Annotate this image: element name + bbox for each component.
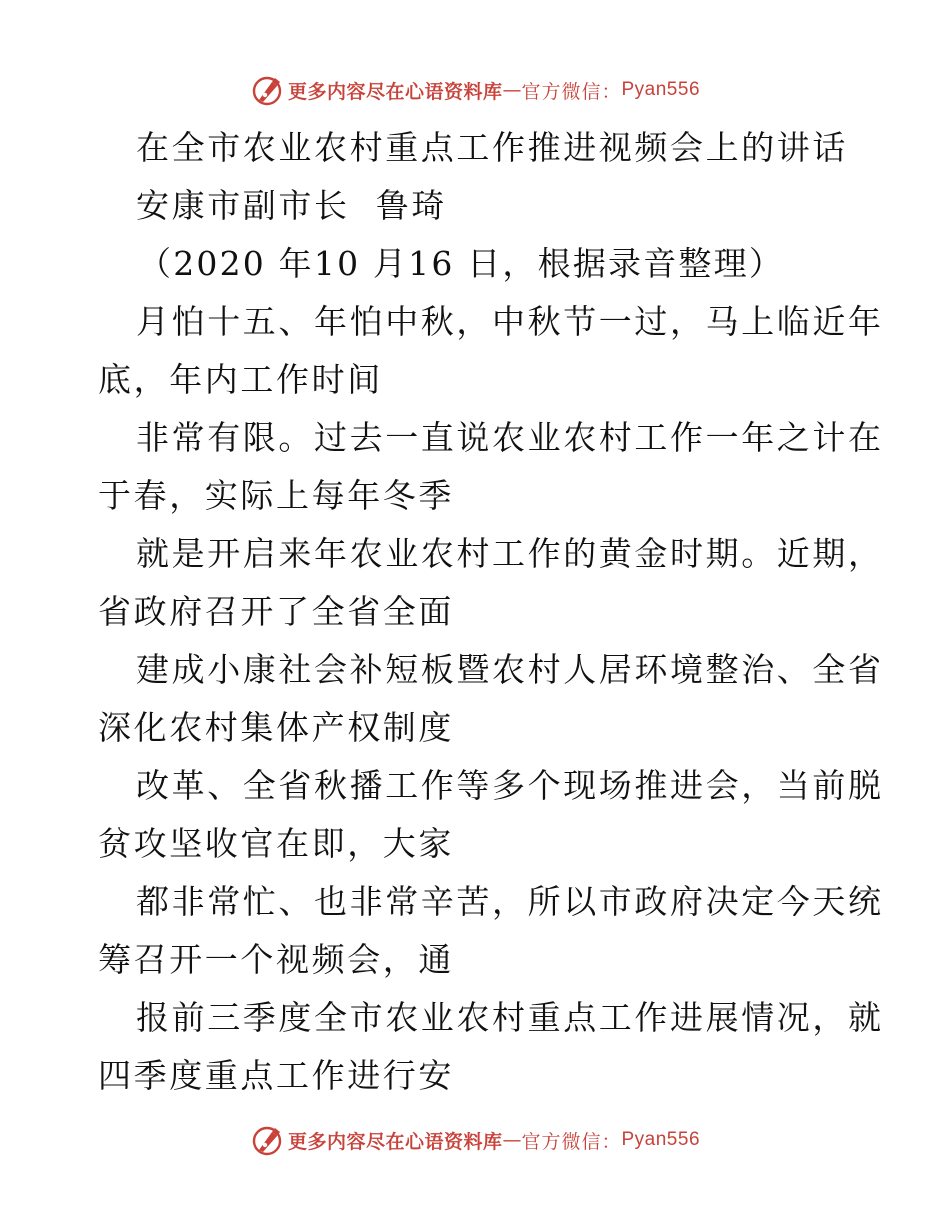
- document-title: 在全市农业农村重点工作推进视频会上的讲话: [136, 128, 848, 167]
- text-line: 就是开启来年农业农村工作的黄金时期。近期，: [136, 534, 884, 573]
- watermark-brand: 更多内容尽在心语资料库: [287, 80, 503, 103]
- pen-nib-circle-icon: [250, 1123, 284, 1157]
- text-line: 筹召开一个视频会，通: [98, 940, 454, 979]
- footer-watermark: [0, 1120, 950, 1160]
- text-line: 改革、全省秋播工作等多个现场推进会，当前脱: [136, 766, 884, 805]
- text-line: 深化农村集体产权制度: [98, 708, 454, 747]
- text-line: 都非常忙、也非常辛苦，所以市政府决定今天统: [136, 882, 884, 921]
- watermark-wechat-label: 官方微信：: [521, 1130, 622, 1153]
- text-line: 贫攻坚收官在即，大家: [98, 824, 454, 863]
- text-line: 非常有限。过去一直说农业农村工作一年之计在: [136, 418, 884, 457]
- watermark-wechat-label: 官方微信：: [521, 80, 622, 103]
- text-line: 建成小康社会补短板暨农村人居环境整治、全省: [136, 650, 884, 689]
- document-paragraph: [98, 293, 884, 1105]
- text-line: 报前三季度全市农业农村重点工作进展情况，就: [136, 998, 884, 1037]
- document-dateline: （2020 年10 月16 日，根据录音整理）: [138, 244, 785, 283]
- header-watermark: [0, 70, 950, 110]
- watermark-brand: 更多内容尽在心语资料库: [287, 1130, 503, 1153]
- watermark-wechat-id: Pyan556: [621, 1129, 701, 1150]
- document-author: 安康市副市长 鲁琦: [136, 186, 447, 225]
- document-body: [98, 119, 884, 1105]
- watermark-wechat-id: Pyan556: [621, 79, 701, 100]
- text-line: 底，年内工作时间: [98, 360, 383, 399]
- watermark-separator: —: [502, 79, 522, 101]
- watermark-separator: —: [502, 1129, 522, 1151]
- text-line: 于春，实际上每年冬季: [98, 476, 454, 515]
- pen-nib-circle-icon: [250, 73, 284, 107]
- text-line: 月怕十五、年怕中秋，中秋节一过，马上临近年: [136, 302, 884, 341]
- text-line: 四季度重点工作进行安: [98, 1056, 454, 1095]
- text-line: 省政府召开了全省全面: [98, 592, 454, 631]
